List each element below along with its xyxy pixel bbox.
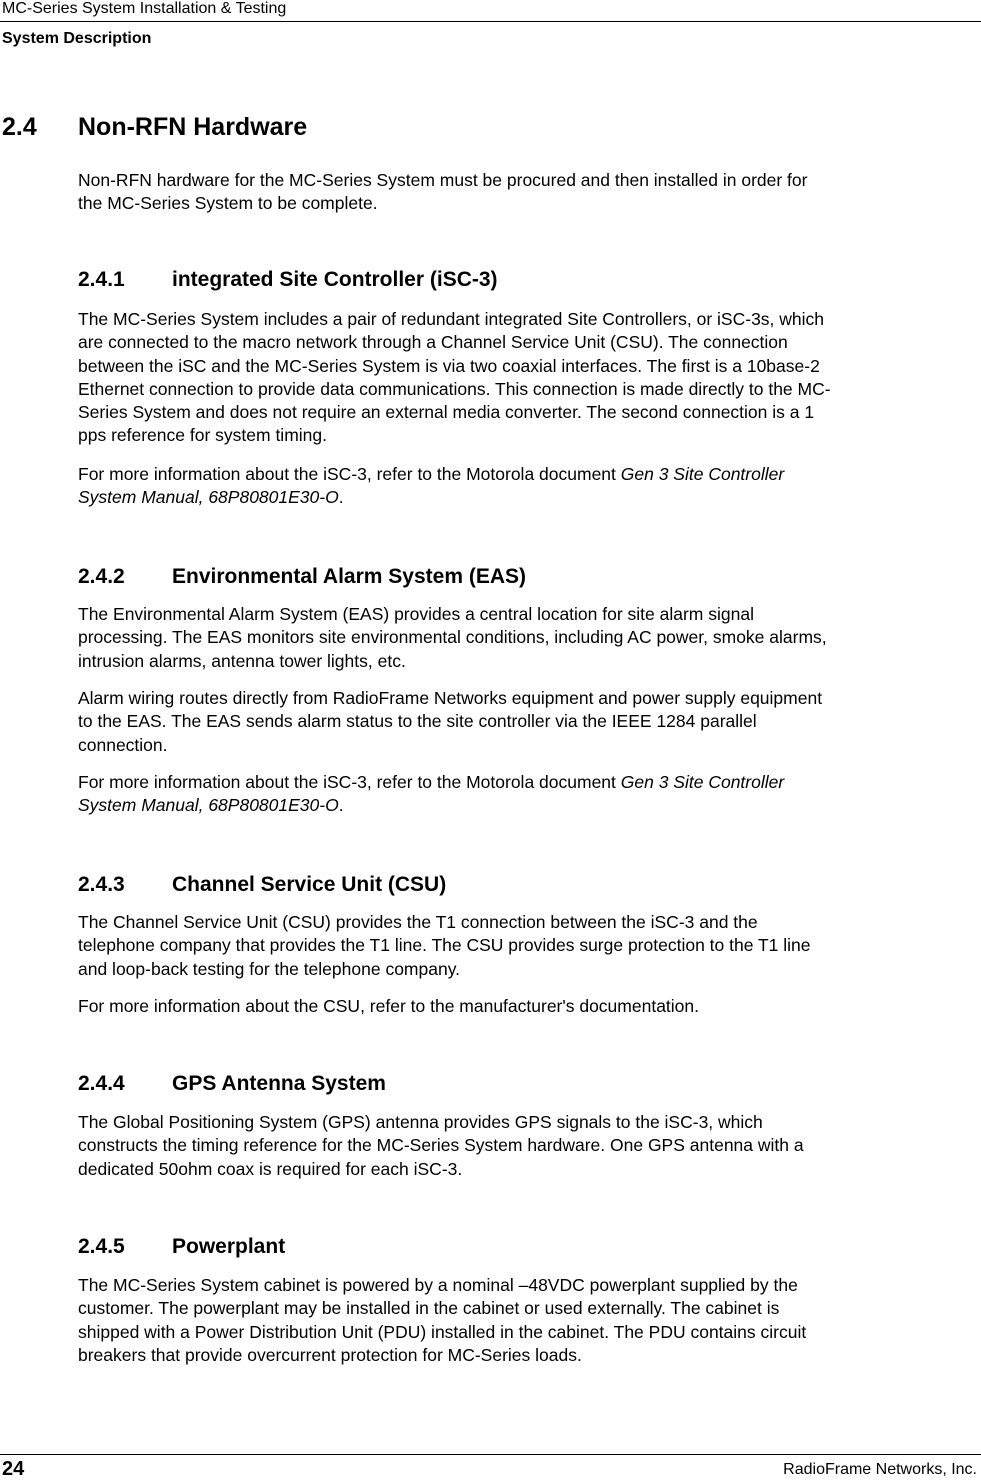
isc-description: [78, 308, 981, 448]
powerplant-description: [78, 1274, 981, 1367]
text-line: constructs the timing reference for the MC-Series System hardware. One GPS antenna with a: [78, 1135, 804, 1156]
text-line: The MC-Series System cabinet is powered by a nominal –48VDC powerplant supplied by the: [78, 1275, 798, 1295]
csu-reference: [78, 995, 981, 1018]
text-line: intrusion alarms, antenna tower lights, etc.: [78, 650, 406, 671]
subsection-title: integrated Site Controller (iSC-3): [172, 268, 498, 291]
text-line: Ethernet connection to provide data communications. This connection is made directly to the MC-: [78, 378, 831, 399]
text-line: The MC-Series System includes a pair of redundant integrated Site Controllers, or iSC-3s, which: [78, 309, 825, 329]
subsection-title: GPS Antenna System: [172, 1072, 386, 1095]
subsection-heading-eas: [78, 565, 526, 589]
text-line: The Channel Service Unit (CSU) provides the T1 connection between the iSC-3 and the: [78, 912, 758, 932]
text-line: are connected to the macro network through a Channel Service Unit (CSU). The connection: [78, 332, 788, 353]
text-line: the MC-Series System to be complete.: [78, 193, 378, 214]
subsection-heading-csu: [78, 873, 446, 897]
text-line: to the EAS. The EAS sends alarm status to the site controller via the IEEE 1284 parallel: [78, 711, 757, 732]
text-line: shipped with a Power Distribution Unit (PDU) installed in the cabinet. The PDU contains circuit: [78, 1321, 807, 1342]
subsection-number: 2.4.1: [78, 268, 125, 291]
reference-end: .: [338, 487, 344, 508]
text-line: Non-RFN hardware for the MC-Series System must be procured and then installed in order for: [78, 170, 808, 190]
subsection-number: 2.4.2: [78, 565, 125, 588]
text-line: processing. The EAS monitors site environmental conditions, including AC power, smoke alarms,: [78, 627, 827, 648]
running-header-title: MC-Series System Installation & Testing: [2, 0, 287, 17]
section-intro: [78, 169, 981, 216]
page-number: 24: [2, 1458, 25, 1480]
header-rule: [0, 21, 981, 22]
section-heading: [2, 112, 307, 142]
gps-description: [78, 1111, 981, 1181]
text-line: connection.: [78, 734, 168, 755]
subsection-heading-isc: [78, 268, 498, 292]
running-header-subtitle: System Description: [2, 30, 152, 47]
subsection-heading-powerplant: [78, 1235, 285, 1259]
text-line: Series System and does not require an external media converter. The second connection is a 1: [78, 402, 815, 423]
text-line: breakers that provide overcurrent protection for MC-Series loads.: [78, 1344, 582, 1365]
subsection-number: 2.4.4: [78, 1072, 125, 1095]
text-line: The Environmental Alarm System (EAS) provides a central location for site alarm signal: [78, 604, 754, 624]
subsection-title: Powerplant: [172, 1235, 286, 1258]
text-line: Alarm wiring routes directly from RadioFrame Networks equipment and power supply equipment: [78, 688, 823, 708]
reference-end: .: [338, 795, 344, 816]
subsection-heading-gps: [78, 1072, 386, 1096]
eas-wiring: [78, 687, 981, 757]
footer-company: RadioFrame Networks, Inc.: [783, 1461, 977, 1478]
section-number: 2.4: [2, 113, 37, 141]
text-line: and loop-back testing for the telephone company.: [78, 958, 461, 979]
document-title: System Manual, 68P80801E30-O: [78, 487, 339, 508]
reference-text: For more information about the iSC-3, refer to the Motorola document: [78, 772, 621, 792]
footer-rule: [0, 1454, 981, 1455]
text-line: For more information about the CSU, refer to the manufacturer's documentation.: [78, 996, 700, 1016]
text-line: customer. The powerplant may be installed in the cabinet or used externally. The cabinet is: [78, 1298, 780, 1319]
subsection-title: Environmental Alarm System (EAS): [172, 565, 526, 588]
subsection-number: 2.4.5: [78, 1235, 125, 1258]
text-line: telephone company that provides the T1 line. The CSU provides surge protection to the T1 line: [78, 935, 811, 956]
text-line: between the iSC and the MC-Series System is via two coaxial interfaces. The first is a 10base-2: [78, 355, 820, 376]
eas-reference: [78, 771, 981, 818]
text-line: dedicated 50ohm coax is required for each iSC-3.: [78, 1158, 463, 1179]
document-title: Gen 3 Site Controller: [620, 464, 785, 484]
subsection-title: Channel Service Unit (CSU): [172, 873, 447, 896]
subsection-number: 2.4.3: [78, 873, 125, 896]
isc-reference: [78, 463, 981, 510]
document-title: Gen 3 Site Controller: [620, 772, 785, 792]
text-line: The Global Positioning System (GPS) antenna provides GPS signals to the iSC-3, which: [78, 1112, 763, 1132]
csu-description: [78, 911, 981, 981]
eas-description: [78, 603, 981, 673]
text-line: pps reference for system timing.: [78, 425, 327, 446]
reference-text: For more information about the iSC-3, refer to the Motorola document: [78, 464, 621, 484]
section-title: Non-RFN Hardware: [78, 113, 308, 141]
document-title: System Manual, 68P80801E30-O: [78, 795, 339, 816]
